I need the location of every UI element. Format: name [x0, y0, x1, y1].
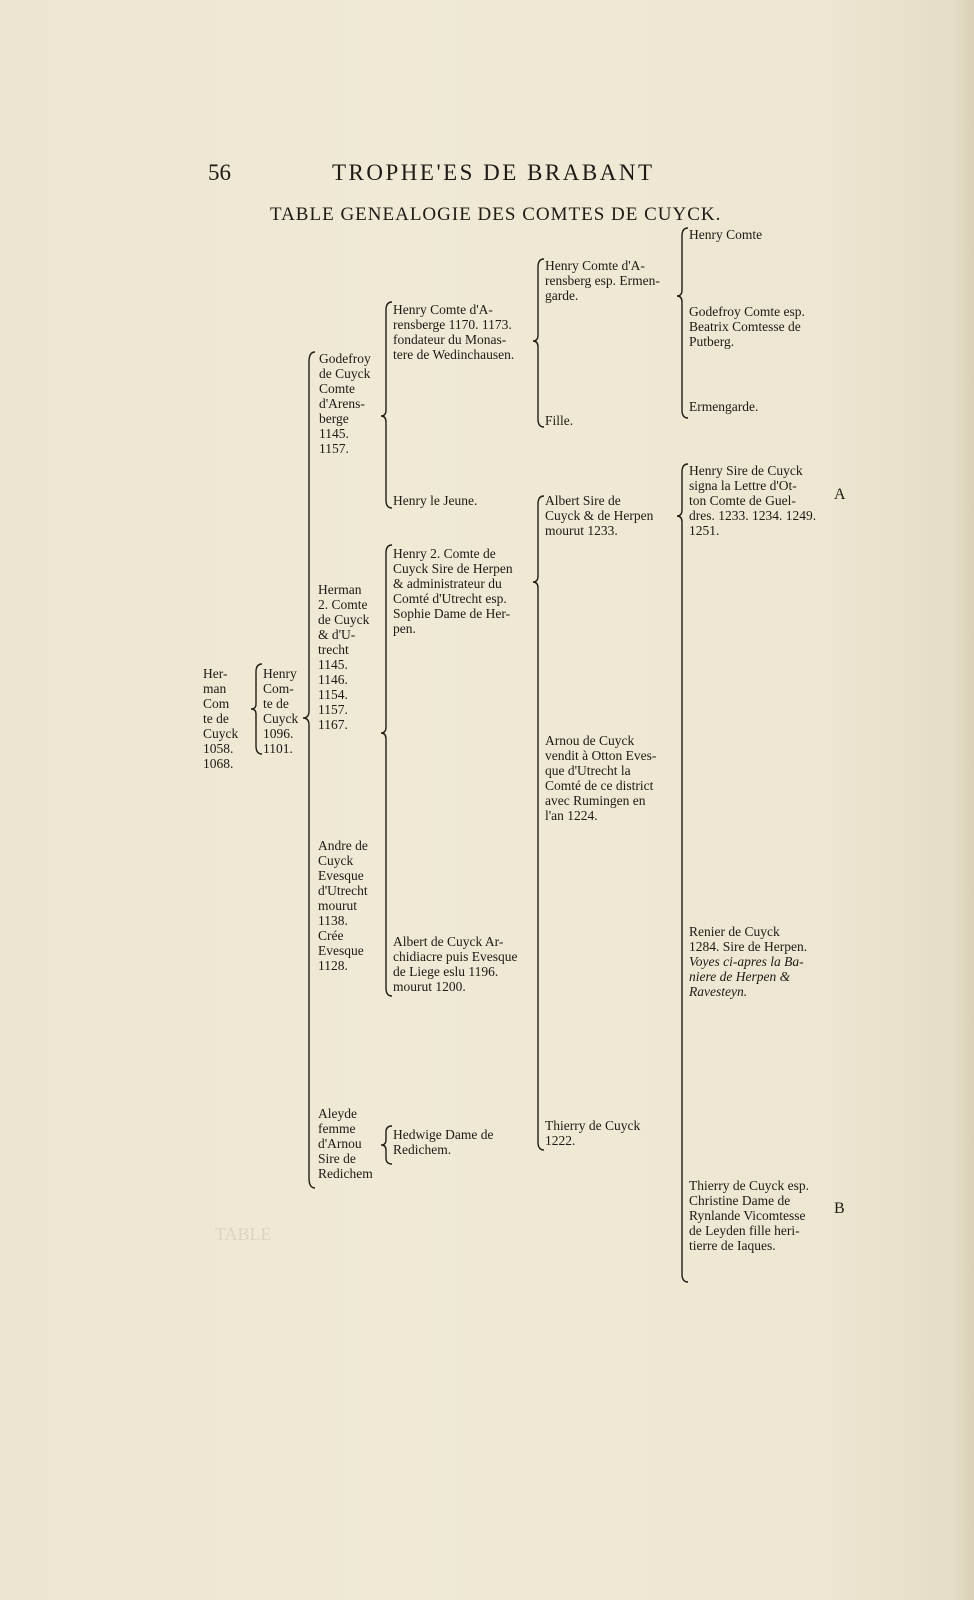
brace-godefroy: [380, 300, 394, 510]
margin-mark-b: B: [834, 1200, 845, 1217]
entry-andre: Andre de Cuyck Evesque d'Utrecht mourut 1138. Crée Evesque 1128.: [318, 838, 368, 973]
page-edge-shadow: [952, 0, 974, 1600]
entry-henry-arensberg-ermengarde: Henry Comte d'A- rensberg esp. Ermen- garde.: [545, 258, 660, 303]
entry-herman: Her- man Com te de Cuyck 1058. 1068.: [203, 666, 239, 771]
entry-hedwige: Hedwige Dame de Redichem.: [393, 1127, 494, 1157]
brace-henry-arensberge: [532, 257, 546, 429]
entry-henry-arensberge: Henry Comte d'A- rensberge 1170. 1173. fondateur du Monas- tere de Wedinchausen.: [393, 302, 515, 362]
entry-thierry-esp: Thierry de Cuyck esp. Christine Dame de Rynlande Vicomtesse de Leyden fille heri- tierre de Iaques.: [689, 1178, 809, 1253]
entry-albert-archidiacre: Albert de Cuyck Ar- chidiacre puis Evesque de Liege eslu 1196. mourut 1200.: [393, 934, 518, 994]
brace-henry-arensberg: [676, 226, 690, 420]
entry-aleyde: Aleyde femme d'Arnou Sire de Redichem: [318, 1106, 373, 1181]
entry-henry-comte: Henry Comte: [689, 227, 763, 242]
brace-aleyde: [380, 1124, 394, 1166]
entry-fille: Fille.: [545, 413, 574, 428]
entry-godefroy-comte: Godefroy Comte esp. Beatrix Comtesse de Putberg.: [689, 304, 805, 349]
brace-herman: [250, 662, 264, 756]
table-title: TABLE GENEALOGIE DES COMTES DE CUYCK.: [270, 204, 722, 225]
entry-henry-jeune: Henry le Jeune.: [393, 493, 478, 508]
entry-henry-comte-1096: Henry Com- te de Cuyck 1096. 1101.: [263, 666, 299, 756]
page-number: 56: [208, 160, 231, 185]
brace-albert-sire: [676, 462, 690, 1284]
entry-thierry-1222: Thierry de Cuyck 1222.: [545, 1118, 641, 1148]
entry-renier: Renier de Cuyck 1284. Sire de Herpen. Voyes ci-apres la Ba- niere de Herpen & Ravesteyn.: [689, 924, 808, 999]
running-head: TROPHE'ES DE BRABANT: [332, 160, 655, 185]
entry-herman-2: Herman 2. Comte de Cuyck & d'U- trecht 1145. 1146. 1154. 1157. 1167.: [318, 582, 370, 732]
show-through-text: TABLE: [215, 1224, 272, 1244]
entry-henry-sire: Henry Sire de Cuyck signa la Lettre d'Ot- ton Comte de Guel- dres. 1233. 1234. 1249. 1251.: [689, 463, 817, 538]
margin-mark-a: A: [834, 486, 846, 503]
entry-godefroy-arensberge: Godefroy de Cuyck Comte d'Arens- berge 1145. 1157.: [319, 351, 371, 456]
brace-henry-2: [532, 494, 546, 1152]
entry-albert-sire: Albert Sire de Cuyck & de Herpen mourut 1233.: [545, 493, 654, 538]
entry-henry-2: Henry 2. Comte de Cuyck Sire de Herpen & administrateur du Comté d'Utrecht esp. Sophie Dame de Her- pen.: [393, 546, 513, 636]
entry-ermengarde: Ermengarde.: [689, 399, 759, 414]
entry-arnou: Arnou de Cuyck vendit à Otton Eves- que d'Utrecht la Comté de ce district avec Rumingen en l'an 1224.: [545, 733, 657, 823]
brace-henry-1096: [301, 350, 317, 1190]
brace-herman-2: [380, 543, 394, 998]
